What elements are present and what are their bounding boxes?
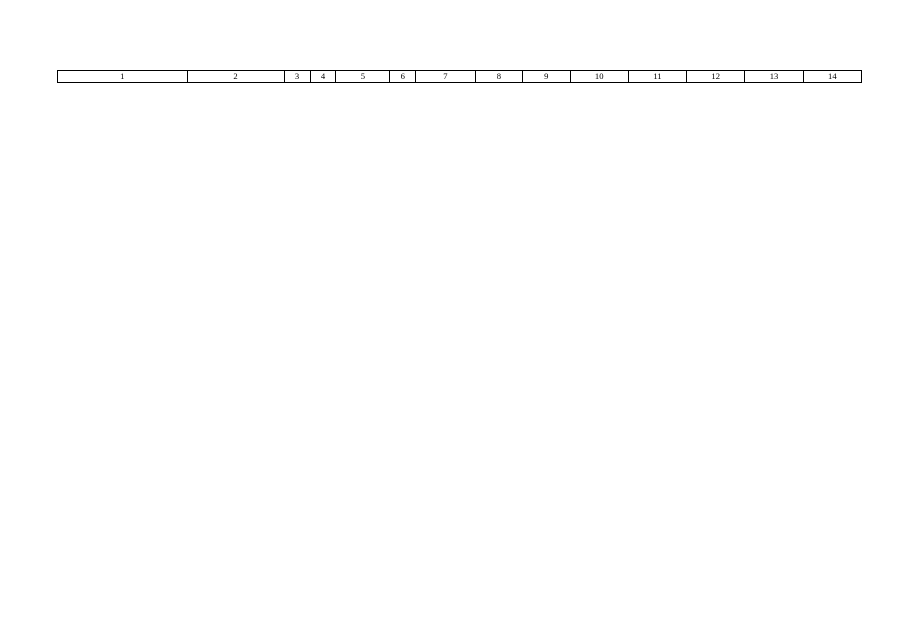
column-number-9: 9 bbox=[523, 71, 570, 83]
column-number-1: 1 bbox=[58, 71, 188, 83]
column-number-13: 13 bbox=[745, 71, 803, 83]
column-number-12: 12 bbox=[687, 71, 745, 83]
column-number-4: 4 bbox=[310, 71, 336, 83]
column-number-5: 5 bbox=[336, 71, 390, 83]
column-number-7: 7 bbox=[416, 71, 475, 83]
column-number-2: 2 bbox=[187, 71, 284, 83]
column-number-8: 8 bbox=[475, 71, 522, 83]
column-number-14: 14 bbox=[803, 71, 861, 83]
column-number-6: 6 bbox=[390, 71, 416, 83]
column-number-3: 3 bbox=[284, 71, 310, 83]
column-number-11: 11 bbox=[628, 71, 686, 83]
budget-table bbox=[57, 70, 862, 83]
column-number-10: 10 bbox=[570, 71, 628, 83]
column-number-row bbox=[58, 71, 862, 83]
